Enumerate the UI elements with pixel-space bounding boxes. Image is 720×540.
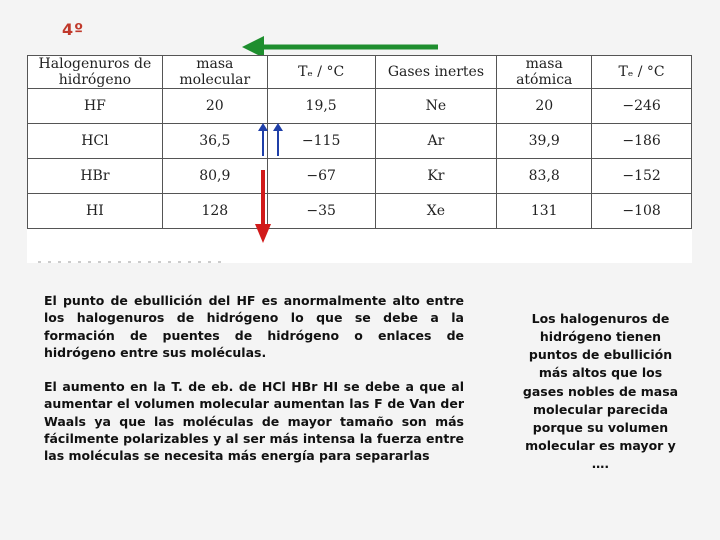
table-cell: HCl xyxy=(28,124,163,159)
table-cell: Xe xyxy=(375,194,497,229)
table-cell: 83,8 xyxy=(497,159,592,194)
table-cell: 80,9 xyxy=(162,159,267,194)
table-cell: Kr xyxy=(375,159,497,194)
down-arrow-icon xyxy=(253,170,273,244)
header-gases-inertes: Gases inertes xyxy=(375,56,497,89)
paragraph-van-der-waals: El aumento en la T. de eb. de HCl HBr HI se debe a que al aumentar el volumen molecular aumentan las F de Van der Waals ya que las moléculas de mayor tamaño son más fácilmente polarizables y al ser más intensa la fuerza entre las moléculas se necesita más energía para separarlas xyxy=(44,379,464,463)
table-cell: 19,5 xyxy=(267,89,375,124)
header-te-2: Tₑ / °C xyxy=(592,56,692,89)
table-cell: 36,5 xyxy=(162,124,267,159)
slide-number: 4º xyxy=(62,20,85,39)
table-cell: 39,9 xyxy=(497,124,592,159)
table-cell: HI xyxy=(28,194,163,229)
boiling-point-table xyxy=(27,55,692,263)
table-cell: HBr xyxy=(28,159,163,194)
table-cell: −246 xyxy=(592,89,692,124)
paragraph-hf: El punto de ebullición del HF es anormalmente alto entre los halogenuros de hidrógeno lo que se debe a la formación de puentes de hidrógeno o enlaces de hidrógeno entre sus moléculas. xyxy=(44,293,464,360)
table-cell: −152 xyxy=(592,159,692,194)
header-halogenuros: Halogenuros de hidrógeno xyxy=(28,56,163,89)
table-row xyxy=(28,159,692,194)
header-te-1: Tₑ / °C xyxy=(267,56,375,89)
table-row xyxy=(28,194,692,229)
table-row xyxy=(28,89,692,124)
header-masa-molecular: masa molecular xyxy=(162,56,267,89)
table-cell: 20 xyxy=(497,89,592,124)
table-row xyxy=(28,124,692,159)
table-cell: Ar xyxy=(375,124,497,159)
table-footer-artifact xyxy=(38,259,238,265)
side-note: Los halogenuros de hidrógeno tienen puntos de ebullición más altos que los gases nobles de masa molecular parecida porque su volumen molecular es mayor y …. xyxy=(522,311,679,471)
table-cell: −186 xyxy=(592,124,692,159)
table-cell: −67 xyxy=(267,159,375,194)
table-cell: −108 xyxy=(592,194,692,229)
up-arrows-icon xyxy=(256,122,286,158)
table-cell: 20 xyxy=(162,89,267,124)
table-cell: 131 xyxy=(497,194,592,229)
table-cell: −115 xyxy=(267,124,375,159)
table-cell: Ne xyxy=(375,89,497,124)
table-cell: 128 xyxy=(162,194,267,229)
table-cell: HF xyxy=(28,89,163,124)
table-cell: −35 xyxy=(267,194,375,229)
header-masa-atomica: masa atómica xyxy=(497,56,592,89)
